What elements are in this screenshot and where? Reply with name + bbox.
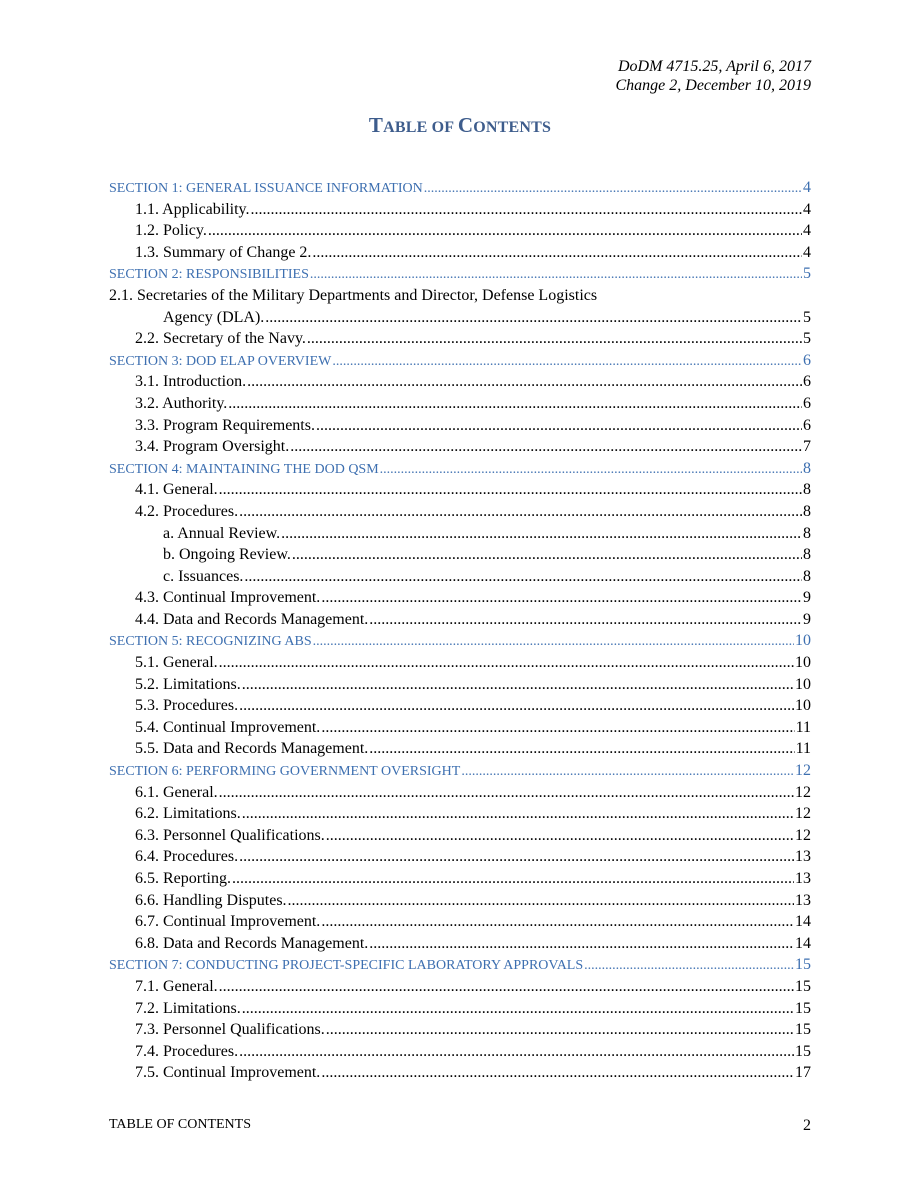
toc-page-number: 15	[795, 999, 811, 1017]
toc-section-link[interactable]	[109, 954, 811, 976]
toc-entry-text: 3.3. Program Requirements.	[135, 416, 315, 434]
toc-page-number: 15	[795, 956, 811, 974]
toc-page-number: 14	[795, 934, 811, 952]
toc-leader-dots	[247, 371, 802, 393]
page-title: TABLE OF CONTENTS	[368, 113, 552, 137]
toc-page-number: 15	[795, 977, 811, 995]
toc-entry-text: 3.2. Authority.	[135, 394, 228, 412]
toc-page-number: 14	[795, 913, 811, 931]
toc-entry-link[interactable]	[109, 652, 811, 674]
toc-leader-dots	[281, 523, 802, 545]
toc-entry-text: 1.1. Applicability.	[135, 200, 250, 218]
toc-entry-text: SECTION 3: DOD ELAP OVERVIEW	[109, 353, 332, 369]
toc-leader-dots	[380, 459, 802, 481]
document-header	[615, 57, 811, 95]
toc-entry-link[interactable]	[109, 825, 811, 847]
toc-entry-text: 6.8. Data and Records Management.	[135, 934, 369, 952]
toc-leader-dots	[461, 761, 794, 783]
toc-entry-text: SECTION 5: RECOGNIZING ABS	[109, 634, 312, 650]
toc-entry-link[interactable]	[109, 544, 811, 566]
toc-entry-text: 3.1. Introduction.	[135, 373, 247, 391]
toc-entry-link[interactable]	[109, 911, 811, 933]
toc-page-number: 8	[803, 459, 811, 477]
toc-page-number: 6	[803, 394, 811, 412]
toc-page-number: 9	[803, 610, 811, 628]
toc-leader-dots	[219, 976, 794, 998]
toc-entry-text: 2.1. Secretaries of the Military Departments and Director, Defense Logistics	[109, 286, 598, 304]
toc-section-link[interactable]	[109, 177, 811, 199]
toc-entry-text: 4.2. Procedures.	[135, 502, 239, 520]
header-change: Change 2, December 10, 2019	[615, 77, 811, 94]
toc-entry-link[interactable]	[109, 717, 811, 739]
toc-leader-dots	[219, 479, 802, 501]
toc-page-number: 7	[803, 438, 811, 456]
toc-entry-link[interactable]	[109, 285, 811, 307]
toc-entry-link[interactable]	[109, 393, 811, 415]
toc-entry-text: 6.6. Handling Disputes.	[135, 891, 287, 909]
toc-entry-link[interactable]	[109, 328, 811, 350]
toc-entry-text: 1.3. Summary of Change 2.	[135, 243, 312, 261]
toc-leader-dots	[290, 436, 802, 458]
footer-label: TABLE OF CONTENTS	[109, 1117, 251, 1132]
toc-page-number: 9	[803, 589, 811, 607]
toc-entry-link[interactable]	[109, 933, 811, 955]
toc-page-number: 15	[795, 1021, 811, 1039]
toc-entry-link[interactable]	[109, 609, 811, 631]
toc-leader-dots	[228, 393, 802, 415]
toc-leader-dots	[219, 652, 794, 674]
toc-leader-dots	[219, 782, 794, 804]
toc-entry-link[interactable]	[109, 415, 811, 437]
toc-page-number: 4	[803, 222, 811, 240]
toc-page-number: 6	[803, 351, 811, 369]
toc-leader-dots	[584, 955, 794, 977]
toc-entry-link[interactable]	[109, 890, 811, 912]
toc-entry-link[interactable]	[109, 371, 811, 393]
toc-entry-link[interactable]	[109, 738, 811, 760]
toc-section-link[interactable]	[109, 458, 811, 480]
toc-page-number: 5	[803, 265, 811, 283]
toc-page-number: 11	[795, 718, 811, 736]
toc-entry-text: 6.5. Reporting.	[135, 870, 231, 887]
toc-entry-link[interactable]	[109, 868, 811, 890]
toc-leader-dots	[369, 738, 794, 760]
toc-entry-link[interactable]	[109, 1019, 811, 1041]
toc-page-number: 4	[803, 200, 811, 218]
toc-entry-text: SECTION 2: RESPONSIBILITIES	[109, 267, 309, 283]
toc-entry-link[interactable]	[109, 242, 811, 264]
toc-entry-text: 5.3. Procedures.	[135, 697, 239, 715]
toc-page-number: 8	[803, 546, 811, 564]
toc-entry-link[interactable]	[109, 501, 811, 523]
toc-leader-dots	[251, 199, 802, 221]
toc-section-link[interactable]	[109, 760, 811, 782]
toc-page-number: 5	[803, 330, 811, 348]
toc-entry-link[interactable]	[109, 587, 811, 609]
toc-page-number: 12	[795, 762, 811, 780]
toc-leader-dots	[369, 609, 802, 631]
toc-entry-link[interactable]	[109, 674, 811, 696]
toc-page-number: 4	[803, 179, 811, 196]
toc-leader-dots	[321, 911, 794, 933]
toc-page-number: 13	[795, 891, 811, 909]
toc-page-number: 6	[803, 373, 811, 391]
toc-page-number: 12	[795, 783, 811, 801]
toc-entry-text: 6.7. Continual Improvement.	[135, 913, 321, 931]
toc-page-number: 11	[795, 740, 811, 758]
toc-page-number: 8	[803, 481, 811, 499]
toc-leader-dots	[239, 695, 794, 717]
toc-entry-text: 4.1. General.	[135, 481, 218, 499]
toc-leader-dots	[239, 501, 802, 523]
toc-entry-text: 1.2. Policy.	[135, 222, 207, 240]
toc-entry-link[interactable]	[109, 566, 811, 588]
toc-entry-text: 5.1. General.	[135, 654, 218, 672]
toc-entry-text: 4.3. Continual Improvement.	[135, 589, 321, 607]
toc-leader-dots	[242, 803, 794, 825]
toc-leader-dots	[239, 1041, 794, 1063]
toc-leader-dots	[232, 868, 794, 890]
toc-page-number: 10	[795, 654, 811, 672]
toc-leader-dots	[424, 178, 802, 200]
toc-leader-dots	[288, 890, 794, 912]
toc-entry-text: a. Annual Review.	[163, 524, 281, 542]
toc-page-number: 8	[803, 567, 811, 585]
toc-page-number: 8	[803, 502, 811, 520]
toc-leader-dots	[244, 566, 802, 588]
toc-page-number: 17	[795, 1064, 811, 1082]
toc-page-number: 6	[803, 416, 811, 434]
toc-leader-dots	[242, 674, 794, 696]
toc-section-link[interactable]	[109, 263, 811, 285]
toc-entry-text: 6.1. General.	[135, 783, 218, 801]
toc-entry-text: 5.4. Continual Improvement.	[135, 718, 321, 736]
toc-entry-text: b. Ongoing Review.	[163, 546, 291, 564]
toc-entry-text: 7.1. General.	[135, 977, 218, 995]
toc-entry-text: 5.5. Data and Records Management.	[135, 740, 369, 758]
toc-page-number: 12	[795, 805, 811, 823]
toc-entry-text: c. Issuances.	[163, 567, 244, 585]
toc-entry-link[interactable]	[109, 976, 811, 998]
toc-leader-dots	[313, 631, 794, 653]
toc-leader-dots	[307, 328, 802, 350]
toc-leader-dots	[332, 351, 802, 373]
toc-leader-dots	[265, 307, 802, 329]
toc-entry-text: SECTION 6: PERFORMING GOVERNMENT OVERSIGHT	[109, 764, 461, 780]
toc-entry-text: 3.4. Program Oversight.	[135, 438, 290, 456]
toc-entry-text: SECTION 1: GENERAL ISSUANCE INFORMATION	[109, 181, 423, 196]
toc-leader-dots	[321, 1062, 794, 1084]
toc-leader-dots	[321, 587, 802, 609]
toc-entry-link[interactable]	[109, 846, 811, 868]
toc-leader-dots	[326, 825, 794, 847]
toc-entry-link[interactable]	[109, 998, 811, 1020]
toc-entry-text: SECTION 7: CONDUCTING PROJECT-SPECIFIC LABORATORY APPROVALS	[109, 958, 584, 974]
toc-entry-link[interactable]	[109, 479, 811, 501]
toc-leader-dots	[326, 1019, 794, 1041]
table-of-contents	[109, 177, 811, 1084]
toc-entry-link[interactable]	[109, 307, 811, 329]
toc-leader-dots	[316, 415, 802, 437]
toc-leader-dots	[242, 998, 794, 1020]
toc-entry-link[interactable]	[109, 523, 811, 545]
toc-entry-text: 7.5. Continual Improvement.	[135, 1064, 321, 1082]
toc-leader-dots	[208, 220, 802, 242]
toc-page-number: 10	[795, 632, 811, 650]
toc-entry-link[interactable]	[109, 1062, 811, 1084]
toc-entry-link[interactable]	[109, 695, 811, 717]
toc-entry-text: SECTION 4: MAINTAINING THE DOD QSM	[109, 461, 379, 477]
toc-entry-text: 4.4. Data and Records Management.	[135, 610, 369, 628]
toc-page-number: 10	[795, 675, 811, 693]
toc-leader-dots	[312, 242, 802, 264]
toc-page-number: 13	[795, 848, 811, 866]
toc-entry-text: 7.2. Limitations.	[135, 999, 241, 1017]
toc-section-link[interactable]	[109, 630, 811, 652]
toc-page-number: 15	[795, 1042, 811, 1060]
toc-entry-link[interactable]	[109, 436, 811, 458]
toc-entry-link[interactable]	[109, 803, 811, 825]
footer-page-number: 2	[803, 1117, 811, 1134]
toc-entry-link[interactable]	[109, 782, 811, 804]
toc-entry-text: 6.3. Personnel Qualifications.	[135, 826, 325, 844]
toc-entry-text: 7.3. Personnel Qualifications.	[135, 1021, 325, 1039]
toc-page-number: 12	[795, 826, 811, 844]
toc-entry-link[interactable]	[109, 1041, 811, 1063]
toc-entry-text: 7.4. Procedures.	[135, 1042, 239, 1060]
header-doc-id: DoDM 4715.25, April 6, 2017	[617, 58, 811, 75]
toc-section-link[interactable]	[109, 350, 811, 372]
toc-page-number: 13	[795, 870, 811, 887]
toc-entry-text: 2.2. Secretary of the Navy.	[135, 330, 306, 348]
toc-entry-text: Agency (DLA).	[163, 308, 265, 326]
toc-leader-dots	[369, 933, 794, 955]
toc-leader-dots	[321, 717, 794, 739]
toc-page-number: 8	[803, 524, 811, 542]
toc-entry-text: 5.2. Limitations.	[135, 675, 241, 693]
toc-entry-text: 6.4. Procedures.	[135, 848, 239, 866]
toc-leader-dots	[239, 846, 794, 868]
toc-entry-link[interactable]	[109, 220, 811, 242]
toc-page-number: 5	[803, 308, 811, 326]
toc-page-number: 4	[803, 243, 811, 261]
toc-entry-link[interactable]	[109, 199, 811, 221]
toc-leader-dots	[310, 264, 802, 286]
toc-page-number: 10	[795, 697, 811, 715]
toc-leader-dots	[292, 544, 802, 566]
toc-entry-text: 6.2. Limitations.	[135, 805, 241, 823]
